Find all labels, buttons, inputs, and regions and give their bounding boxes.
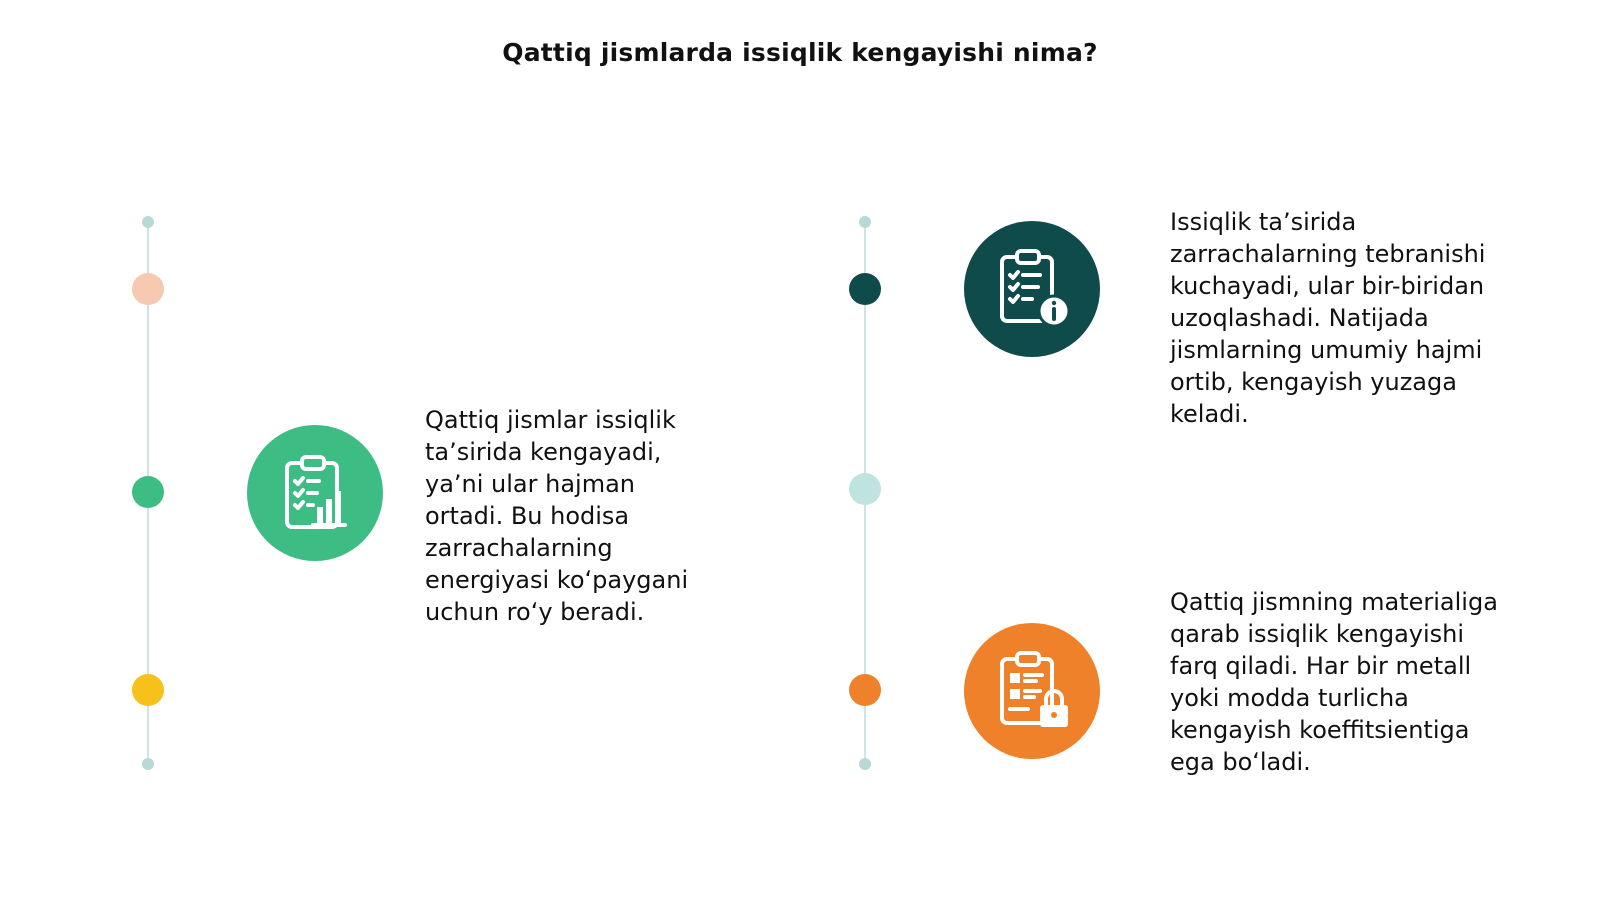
timeline-start-dot — [859, 216, 871, 228]
timeline-node-orange — [849, 674, 881, 706]
timeline-end-dot — [859, 758, 871, 770]
timeline-node-dark-teal — [849, 273, 881, 305]
timeline-node-green — [132, 476, 164, 508]
clipboard-lock-icon — [964, 623, 1100, 759]
left-timeline — [128, 210, 168, 770]
clipboard-chart-icon — [247, 425, 383, 561]
right-timeline — [845, 210, 885, 770]
item-2-text: Issiqlik ta’sirida zarrachalarning tebranishi kuchayadi, ular bir-biridan uzoqlashadi. Natijada jismlarning umumiy hajmi ortib, kengayish yuzaga keladi. — [1170, 208, 1486, 428]
clipboard-info-icon — [964, 221, 1100, 357]
page-title: Qattiq jismlarda issiqlik kengayishi nima? — [502, 38, 1098, 67]
timeline-node-light-teal — [849, 473, 881, 505]
timeline-node-yellow — [132, 674, 164, 706]
timeline-end-dot — [142, 758, 154, 770]
item-3-text: Qattiq jismning materialiga qarab issiqlik kengayishi farq qiladi. Har bir metall yoki modda turlicha kengayish koeffitsientiga ega boʻladi. — [1170, 588, 1498, 776]
timeline-start-dot — [142, 216, 154, 228]
item-1-text: Qattiq jismlar issiqlik ta’sirida kengayadi, ya’ni ular hajman ortadi. Bu hodisa zarrachalarning energiyasi koʻpaygani uchun roʻy beradi. — [425, 406, 689, 626]
timeline-node-peach — [132, 273, 164, 305]
